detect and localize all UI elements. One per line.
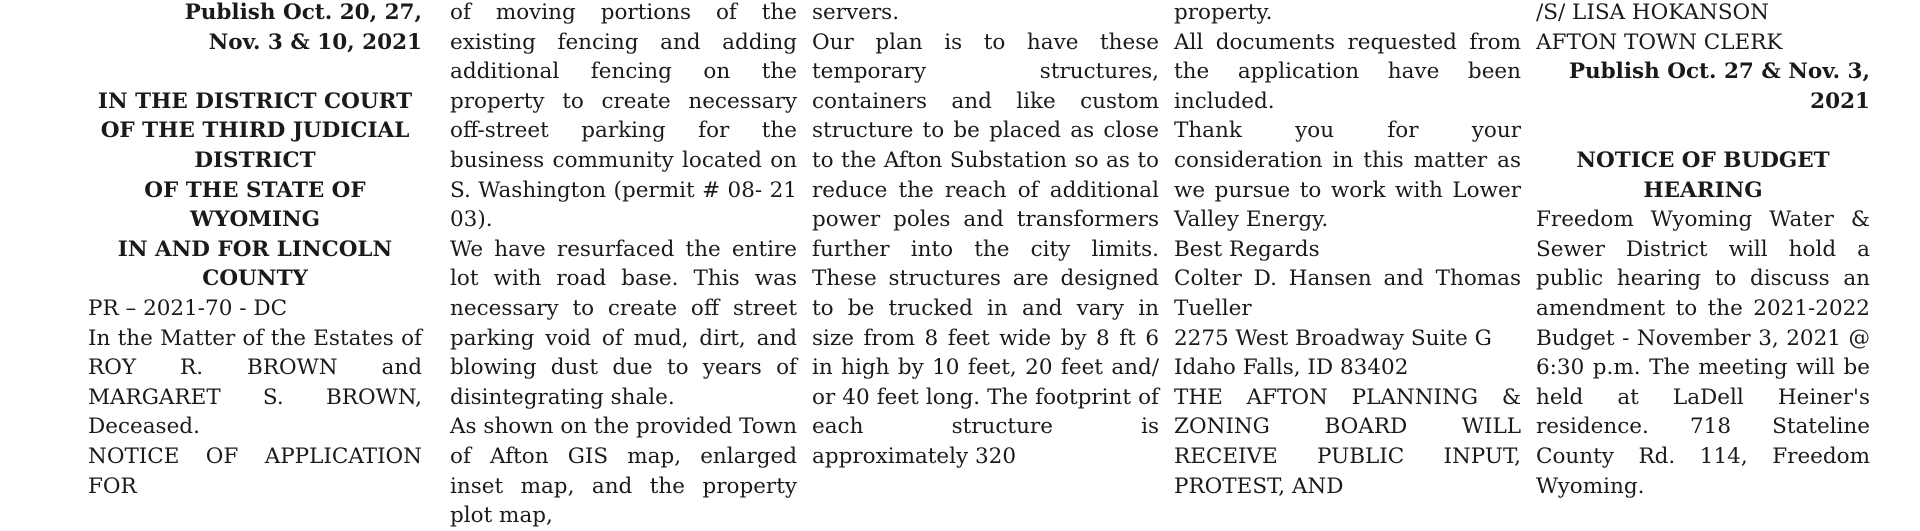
notice-heading: DISTRICT xyxy=(194,147,316,173)
body-paragraph: Freedom Wyoming Water & Sewer District will hold a public hearing to discuss an amendment to the 2021-2022 Budget - November 3, 2021 @ 6:30 p.m. The meeting will be held at LaDell Heiner's residence. 718 Stateline County Rd. 114, Freedom Wyoming. xyxy=(1536,207,1870,499)
notice-heading: IN THE DISTRICT COURT xyxy=(97,88,413,114)
body-paragraph: All documents requested from the application have been included. xyxy=(1174,29,1521,114)
closing-line: Best Regards xyxy=(1174,236,1320,262)
legal-notice-column-5 xyxy=(1536,0,1870,501)
publish-dates-cont: Nov. 3 & 10, 2021 xyxy=(208,29,422,55)
address-line: Idaho Falls, ID 83402 xyxy=(1174,355,1409,381)
signer-title: AFTON TOWN CLERK xyxy=(1536,29,1783,55)
notice-heading: IN AND FOR LINCOLN xyxy=(117,236,393,262)
notice-heading: COUNTY xyxy=(202,266,308,292)
legal-notice-column-2 xyxy=(450,0,797,531)
body-paragraph: As shown on the provided Town of Afton GIS map, enlarged inset map, and the property plot map, xyxy=(450,414,797,529)
legal-notice-column-3 xyxy=(812,0,1159,472)
body-paragraph: We have resurfaced the entire lot with road base. This was necessary to create off street parking void of mud, dirt, and blowing dust due to years of disintegrating shale. xyxy=(450,236,797,410)
case-number: PR – 2021-70 - DC xyxy=(88,295,288,321)
notice-heading: HEARING xyxy=(1643,177,1763,203)
notice-paragraph: THE AFTON PLANNING & ZONING BOARD WILL RECEIVE PUBLIC INPUT, PROTEST, AND xyxy=(1174,384,1521,499)
publish-dates: Publish Oct. 27 & Nov. 3, 2021 xyxy=(1568,59,1870,114)
signature-line: /S/ LISA HOKANSON xyxy=(1536,0,1769,25)
body-paragraph: property. xyxy=(1174,0,1273,25)
publish-dates: Publish Oct. 20, 27, xyxy=(184,0,422,25)
body-paragraph: Thank you for your consideration in this matter as we pursue to work with Lower Valley Energy. xyxy=(1174,118,1521,233)
body-paragraph: Our plan is to have these temporary structures, containers and like custom structure to be placed as close to the Afton Substation so as to reduce the reach of additional power poles and transformers further into the city limits. These structures are designed to be trucked in and vary in size from 8 feet wide by 8 ft 6 in high by 10 feet, 20 feet and/ or 40 feet long. The footprint of each structure is approximately 320 xyxy=(812,29,1159,469)
body-paragraph: servers. xyxy=(812,0,900,25)
body-paragraph: of moving portions of the existing fencing and adding additional fencing on the property to create necessary off-street parking for the business community located on S. Washington (permit # 08- 21 03). xyxy=(450,0,797,233)
spacer xyxy=(88,57,422,87)
signers-line: Colter D. Hansen and Thomas Tueller xyxy=(1174,266,1521,321)
legal-notice-column-4 xyxy=(1174,0,1521,501)
notice-paragraph: NOTICE OF APPLICATION FOR xyxy=(88,443,422,499)
legal-notice-column-1 xyxy=(88,0,422,501)
notice-heading: NOTICE OF BUDGET xyxy=(1576,147,1830,173)
notice-heading: OF THE THIRD JUDICIAL xyxy=(100,118,410,144)
address-line: 2275 West Broadway Suite G xyxy=(1174,325,1492,351)
spacer xyxy=(1536,116,1870,146)
matter-paragraph: In the Matter of the Estates of ROY R. BROWN and MARGARET S. BROWN, Deceased. xyxy=(88,325,422,440)
notice-heading: OF THE STATE OF WYOMING xyxy=(144,177,366,233)
